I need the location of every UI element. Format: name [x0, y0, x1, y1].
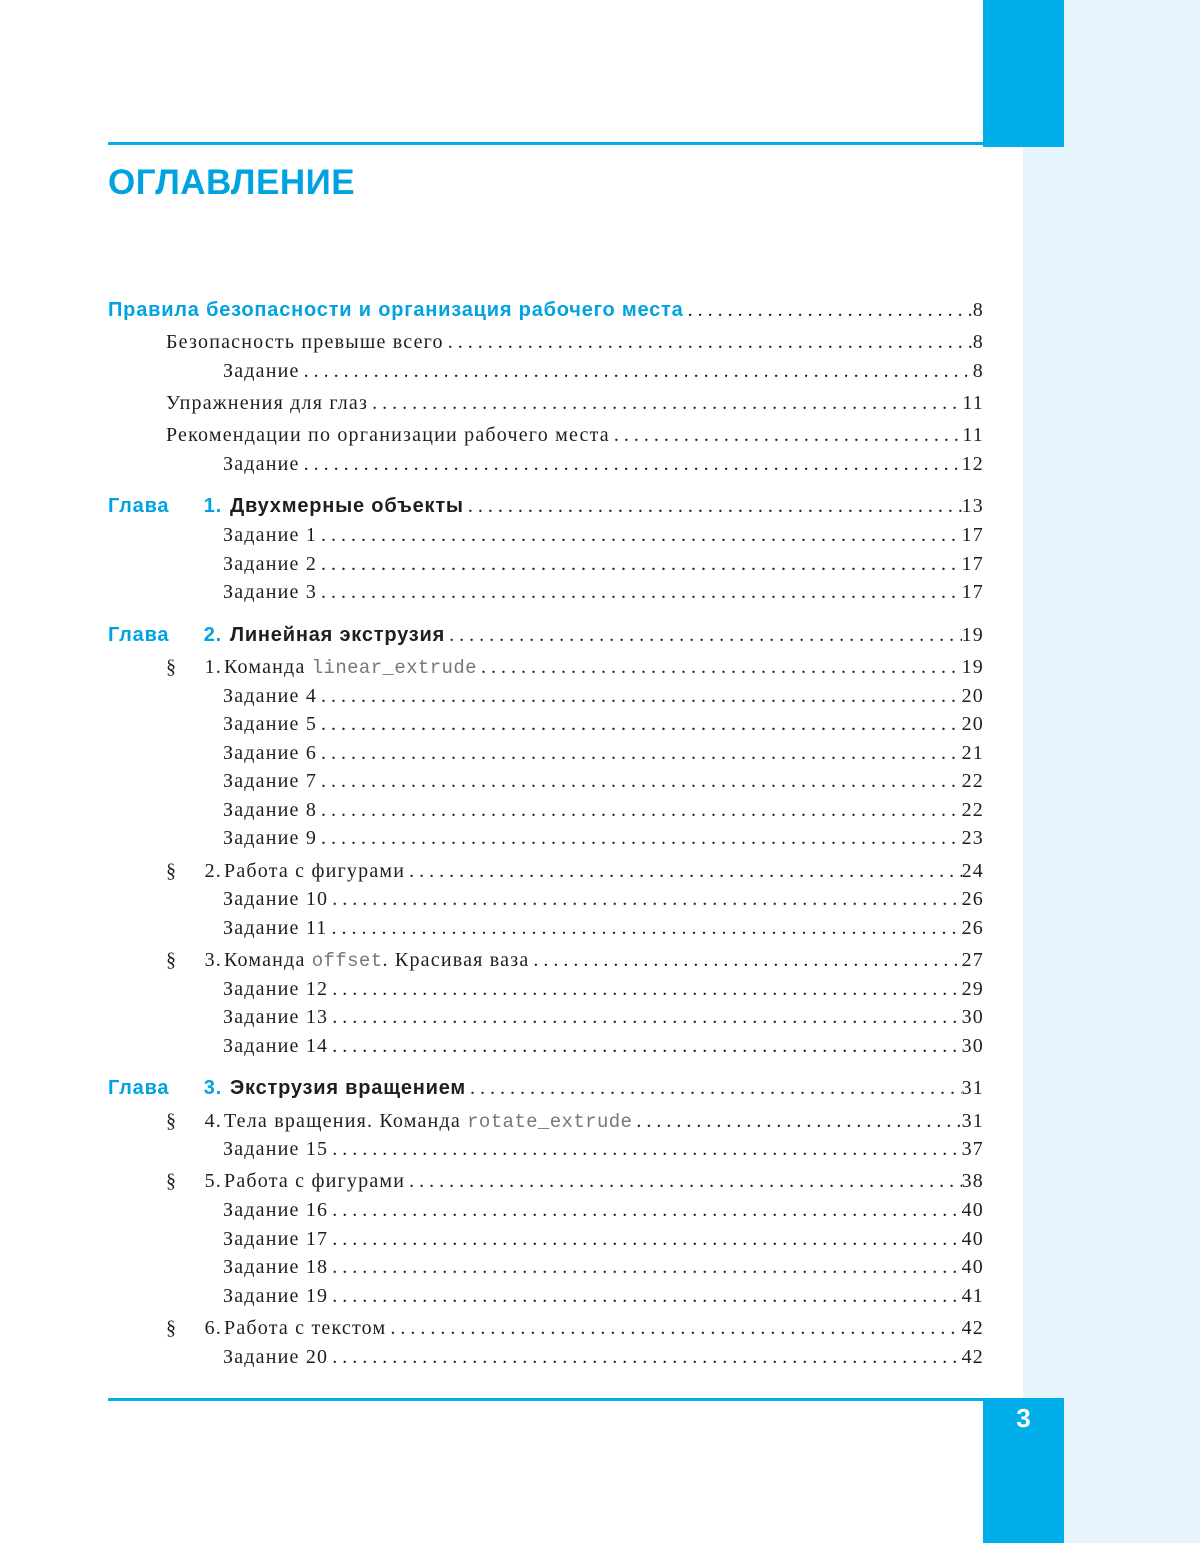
dot-leader — [684, 296, 973, 325]
dot-leader — [328, 1003, 961, 1032]
toc-entry-safety[interactable] — [108, 296, 984, 325]
section-title: Работа с фигурами — [224, 1170, 406, 1193]
section-title: Работа с текстом — [224, 1316, 387, 1339]
task-label: Задание 2 — [223, 552, 318, 575]
section-number: 2. — [204, 859, 222, 882]
page-title: ОГЛАВЛЕНИЕ — [108, 163, 356, 202]
chapter-prefix: Глава — [108, 623, 170, 646]
dot-leader — [317, 578, 962, 607]
dot-leader — [317, 710, 962, 739]
toc-page-number: 8 — [972, 299, 984, 321]
table-of-contents — [108, 296, 984, 1371]
task-label: Задание 18 — [223, 1256, 329, 1279]
dot-leader — [317, 796, 962, 825]
dot-leader — [445, 621, 962, 650]
toc-page-number: 17 — [961, 552, 984, 575]
toc-entry-label: Рекомендации по организации рабочего места — [166, 424, 610, 447]
chapter-number: 1. — [203, 495, 222, 518]
code-keyword: rotate_extrude — [467, 1110, 633, 1133]
toc-page-number: 42 — [961, 1345, 984, 1368]
toc-task[interactable] — [108, 682, 984, 711]
toc-task[interactable] — [108, 914, 984, 943]
section-title: Команда — [224, 949, 306, 972]
dot-leader — [328, 975, 961, 1004]
toc-page-number: 17 — [961, 523, 984, 546]
dot-leader — [610, 421, 962, 450]
toc-task[interactable] — [108, 1032, 984, 1061]
dot-leader — [477, 653, 962, 682]
toc-page-number: 29 — [961, 977, 984, 1000]
toc-entry[interactable] — [108, 421, 984, 450]
dot-leader — [317, 739, 962, 768]
top-tab-marker — [983, 0, 1064, 147]
toc-page-number: 11 — [962, 391, 984, 414]
task-label: Задание 4 — [223, 684, 318, 707]
section-number: 6. — [204, 1316, 222, 1339]
task-label: Задание 6 — [223, 741, 318, 764]
dot-leader — [529, 946, 961, 975]
section-title-suffix: . Красивая ваза — [382, 949, 530, 972]
task-label: Задание 12 — [223, 977, 329, 1000]
toc-task[interactable] — [108, 521, 984, 550]
dot-leader — [405, 1167, 961, 1196]
toc-page-number: 17 — [961, 581, 984, 604]
toc-task[interactable] — [108, 739, 984, 768]
top-rule — [108, 142, 1064, 145]
dot-leader — [328, 1343, 961, 1372]
toc-task[interactable] — [108, 710, 984, 739]
chapter-title: Экструзия вращением — [230, 1077, 467, 1100]
toc-page-number: 26 — [961, 916, 984, 939]
toc-chapter-3[interactable] — [108, 1074, 984, 1103]
task-label: Задание 15 — [223, 1138, 329, 1161]
dot-leader — [317, 767, 962, 796]
dot-leader — [405, 857, 961, 886]
section-title: Тела вращения. Команда — [224, 1109, 461, 1132]
section-number: 4. — [204, 1109, 222, 1132]
toc-task[interactable] — [108, 885, 984, 914]
toc-page-number: 26 — [961, 888, 984, 911]
toc-page-number: 20 — [961, 684, 984, 707]
toc-page-number: 31 — [961, 1109, 984, 1132]
toc-page-number: 37 — [961, 1138, 984, 1161]
toc-page-number: 20 — [961, 713, 984, 736]
section-sign: § — [166, 655, 178, 678]
dot-leader — [328, 885, 961, 914]
toc-page-number: 41 — [961, 1284, 984, 1307]
task-label: Задание 3 — [223, 581, 318, 604]
toc-page-number: 12 — [961, 452, 984, 475]
dot-leader — [464, 492, 962, 521]
dot-leader — [466, 1074, 962, 1103]
chapter-title: Линейная экструзия — [230, 623, 446, 646]
chapter-title: Двухмерные объекты — [230, 495, 464, 518]
dot-leader — [328, 1225, 961, 1254]
toc-page-number: 42 — [961, 1316, 984, 1339]
toc-entry-label: Упражнения для глаз — [166, 391, 369, 414]
section-sign: § — [166, 1316, 178, 1339]
toc-page-number: 8 — [972, 359, 984, 382]
toc-page-number: 24 — [961, 859, 984, 882]
toc-task[interactable] — [108, 578, 984, 607]
bottom-rule — [108, 1398, 984, 1401]
dot-leader — [328, 1282, 961, 1311]
task-label: Задание 7 — [223, 770, 318, 793]
toc-entry-label: Безопасность превыше всего — [166, 331, 444, 354]
toc-task[interactable] — [108, 550, 984, 579]
task-label: Задание 19 — [223, 1284, 329, 1307]
side-strip — [1023, 0, 1200, 1543]
toc-task[interactable] — [108, 796, 984, 825]
dot-leader — [300, 450, 962, 479]
dot-leader — [328, 1032, 961, 1061]
section-number: 5. — [204, 1170, 222, 1193]
task-label: Задание 11 — [223, 916, 328, 939]
toc-page-number: 8 — [972, 331, 984, 354]
task-label: Задание 16 — [223, 1198, 329, 1221]
toc-task[interactable] — [108, 1225, 984, 1254]
dot-leader — [368, 389, 962, 418]
chapter-number: 2. — [203, 623, 222, 646]
toc-page-number: 23 — [961, 827, 984, 850]
section-title: Команда — [224, 655, 306, 678]
toc-page-number: 38 — [961, 1170, 984, 1193]
section-sign: § — [166, 1170, 178, 1193]
section-sign: § — [166, 1109, 178, 1132]
toc-page-number: 19 — [961, 623, 984, 646]
toc-page-number: 22 — [961, 798, 984, 821]
task-label: Задание 8 — [223, 798, 318, 821]
chapter-number: 3. — [203, 1077, 222, 1100]
toc-section-6[interactable] — [108, 1314, 984, 1343]
toc-section-5[interactable] — [108, 1167, 984, 1196]
task-label: Задание 20 — [223, 1345, 329, 1368]
toc-page-number: 30 — [961, 1006, 984, 1029]
section-number: 1. — [204, 655, 222, 678]
toc-section-1[interactable] — [108, 653, 984, 682]
dot-leader — [317, 682, 962, 711]
toc-chapter-2[interactable] — [108, 621, 984, 650]
task-label: Задание 10 — [223, 888, 329, 911]
toc-page-number: 40 — [961, 1198, 984, 1221]
toc-chapter-1[interactable] — [108, 492, 984, 521]
toc-task[interactable] — [108, 824, 984, 853]
toc-task[interactable] — [108, 1343, 984, 1372]
toc-task[interactable] — [108, 1282, 984, 1311]
toc-task[interactable] — [108, 1196, 984, 1225]
task-label: Задание 1 — [223, 523, 318, 546]
toc-entry[interactable] — [108, 450, 984, 479]
toc-page-number: 19 — [961, 655, 984, 678]
task-label: Задание 5 — [223, 713, 318, 736]
section-number: 3. — [204, 949, 222, 972]
dot-leader — [328, 914, 962, 943]
dot-leader — [444, 328, 973, 357]
toc-page-number: 31 — [961, 1077, 984, 1100]
dot-leader — [300, 357, 973, 386]
dot-leader — [317, 521, 962, 550]
toc-page-number: 40 — [961, 1227, 984, 1250]
toc-entry-label: Задание — [223, 359, 300, 382]
dot-leader — [386, 1314, 961, 1343]
toc-entry-label: Задание — [223, 452, 300, 475]
toc-section-3[interactable] — [108, 946, 984, 975]
dot-leader — [328, 1196, 961, 1225]
dot-leader — [317, 550, 962, 579]
toc-task[interactable] — [108, 1003, 984, 1032]
toc-page-number: 27 — [961, 949, 984, 972]
page-number: 3 — [1016, 1403, 1031, 1433]
task-label: Задание 14 — [223, 1034, 329, 1057]
toc-page-number: 11 — [962, 424, 984, 447]
toc-task[interactable] — [108, 767, 984, 796]
toc-page-number: 40 — [961, 1256, 984, 1279]
toc-entry[interactable] — [108, 328, 984, 357]
task-label: Задание 9 — [223, 827, 318, 850]
dot-leader — [328, 1253, 961, 1282]
toc-entry[interactable] — [108, 357, 984, 386]
chapter-prefix: Глава — [108, 495, 170, 518]
toc-page-number: 13 — [961, 495, 984, 518]
dot-leader — [632, 1107, 961, 1136]
section-title: Работа с фигурами — [224, 859, 406, 882]
task-label: Задание 17 — [223, 1227, 329, 1250]
toc-entry[interactable] — [108, 389, 984, 418]
toc-entry-label: Правила безопасности и организация рабочего места — [108, 299, 684, 321]
code-keyword: linear_extrude — [311, 656, 477, 679]
toc-page-number: 21 — [961, 741, 984, 764]
dot-leader — [328, 1135, 961, 1164]
dot-leader — [317, 824, 962, 853]
section-sign: § — [166, 859, 178, 882]
section-sign: § — [166, 949, 178, 972]
toc-page-number: 22 — [961, 770, 984, 793]
chapter-prefix: Глава — [108, 1077, 170, 1100]
toc-section-2[interactable] — [108, 857, 984, 886]
toc-page-number: 30 — [961, 1034, 984, 1057]
task-label: Задание 13 — [223, 1006, 329, 1029]
toc-task[interactable] — [108, 975, 984, 1004]
toc-task[interactable] — [108, 1253, 984, 1282]
code-keyword: offset — [311, 950, 383, 973]
toc-section-4[interactable] — [108, 1107, 984, 1136]
toc-task[interactable] — [108, 1135, 984, 1164]
